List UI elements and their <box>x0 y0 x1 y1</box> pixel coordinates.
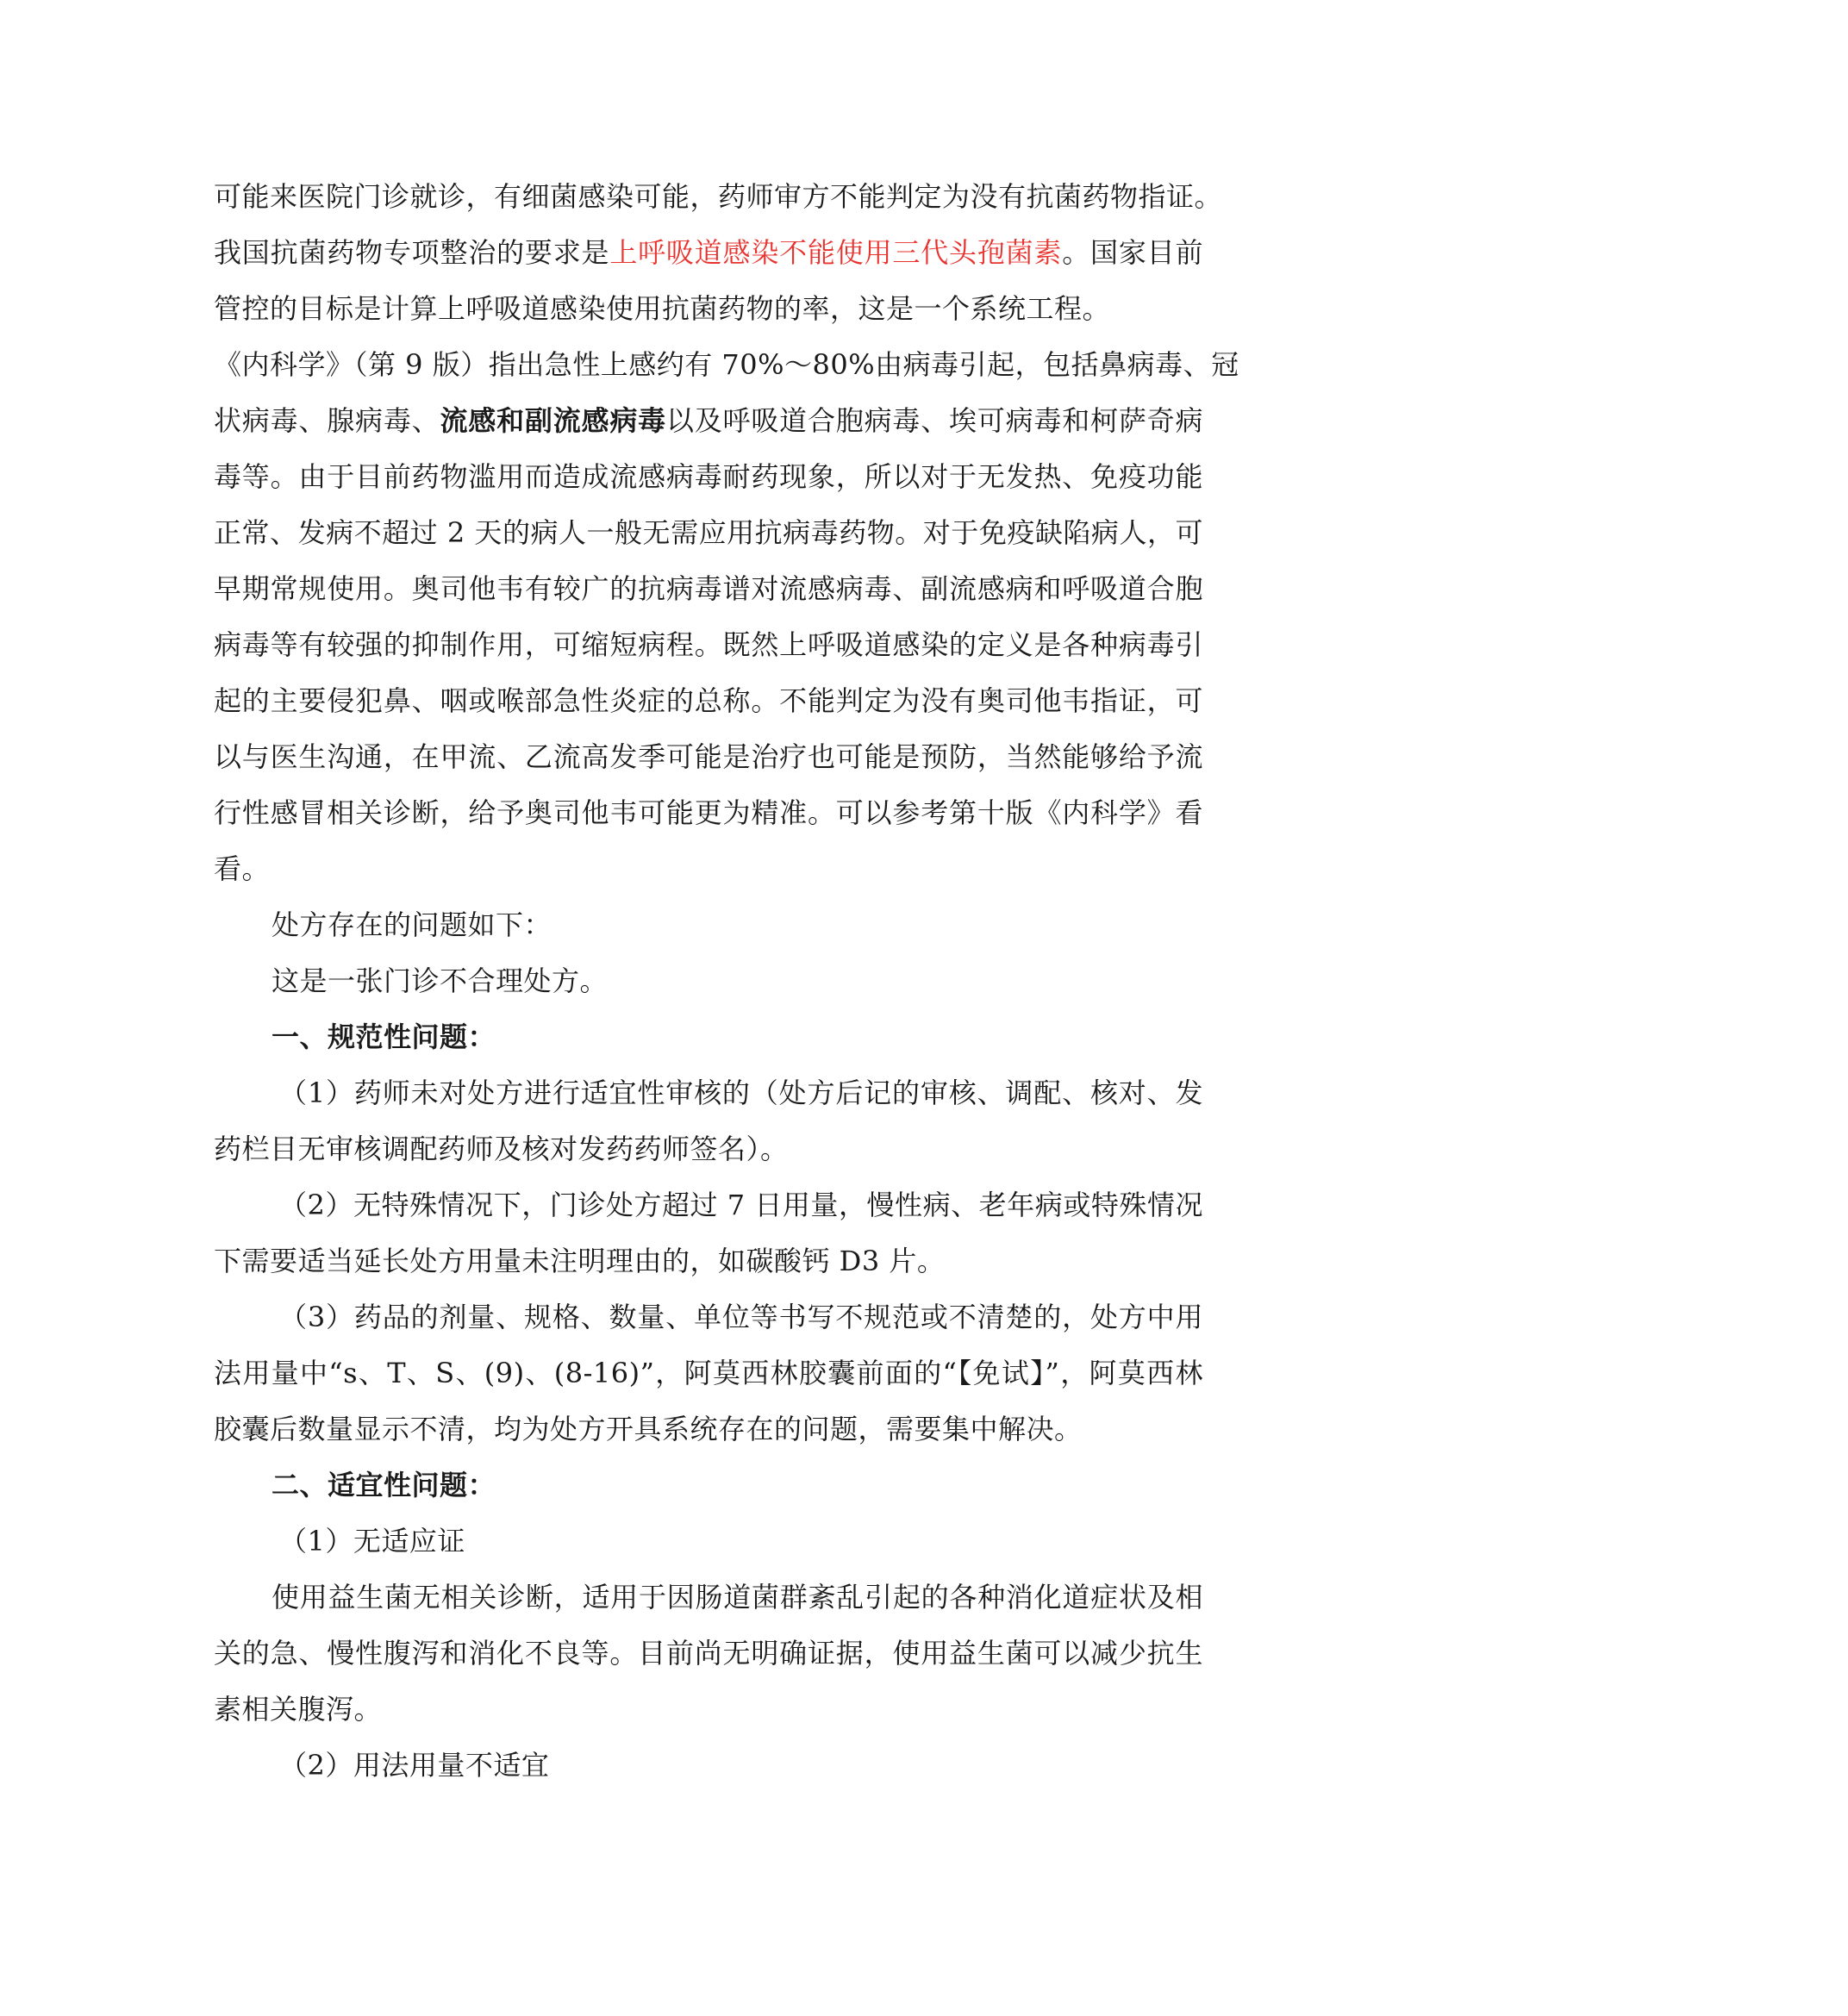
body-text-line: 关的急、慢性腹泻和消化不良等。目前尚无明确证据，使用益生菌可以减少抗生 <box>214 1637 1203 1670</box>
body-text-line: 素相关腹泻。 <box>214 1693 383 1726</box>
body-text: 以及呼吸道合胞病毒、埃可病毒和柯萨奇病 <box>665 404 1203 437</box>
body-text-line: 管控的目标是计算上呼吸道感染使用抗菌药物的率，这是一个系统工程。 <box>214 292 1111 325</box>
body-text: 状病毒、腺病毒、 <box>214 404 440 437</box>
verdict-text: 这是一张门诊不合理处方。 <box>272 964 609 997</box>
body-text: 我国抗菌药物专项整治的要求是 <box>214 236 610 269</box>
body-text-line: 以与医生沟通，在甲流、乙流高发季可能是治疗也可能是预防，当然能够给予流 <box>214 740 1203 773</box>
list-item-line: 下需要适当延长处方用量未注明理由的，如碳酸钙 D3 片。 <box>214 1245 946 1277</box>
section-heading: 二、适宜性问题： <box>272 1469 496 1501</box>
body-text-line: 《内科学》（第 9 版）指出急性上感约有 70%～80%由病毒引起，包括鼻病毒、冠 <box>214 348 1239 381</box>
body-text-line: 毒等。由于目前药物滥用而造成流感病毒耐药现象，所以对于无发热、免疫功能 <box>214 460 1203 493</box>
body-text-line: 行性感冒相关诊断，给予奥司他韦可能更为精准。可以参考第十版《内科学》看 <box>214 796 1203 829</box>
section-heading: 一、规范性问题： <box>272 1020 496 1053</box>
bold-text: 流感和副流感病毒 <box>440 404 666 437</box>
list-item-line: （3）药品的剂量、规格、数量、单位等书写不规范或不清楚的，处方中用 <box>279 1301 1203 1333</box>
problems-intro: 处方存在的问题如下： <box>272 908 553 941</box>
list-item-line: （2）无特殊情况下，门诊处方超过 7 日用量，慢性病、老年病或特殊情况 <box>279 1189 1203 1221</box>
body-text-line: 看。 <box>214 852 271 885</box>
body-text-line <box>214 393 1203 449</box>
body-text-line: 正常、发病不超过 2 天的病人一般无需应用抗病毒药物。对于免疫缺陷病人，可 <box>214 516 1203 549</box>
body-text: 。国家目前 <box>1062 236 1203 269</box>
list-item-line: 法用量中“s、T、S、(9)、(8-16)”，阿莫西林胶囊前面的“【免试】”，阿莫西林 <box>214 1357 1203 1389</box>
subsection-title: （1）无适应证 <box>279 1525 465 1557</box>
body-text-line: 起的主要侵犯鼻、咽或喉部急性炎症的总称。不能判定为没有奥司他韦指证，可 <box>214 684 1203 717</box>
body-text-line: 早期常规使用。奥司他韦有较广的抗病毒谱对流感病毒、副流感病和呼吸道合胞 <box>214 572 1203 605</box>
list-item-line: （1）药师未对处方进行适宜性审核的（处方后记的审核、调配、核对、发 <box>279 1077 1203 1109</box>
body-text-line: 病毒等有较强的抑制作用，可缩短病程。既然上呼吸道感染的定义是各种病毒引 <box>214 628 1203 661</box>
list-item-line: 胶囊后数量显示不清，均为处方开具系统存在的问题，需要集中解决。 <box>214 1413 1083 1445</box>
body-text-line <box>214 225 1203 281</box>
list-item-line: 药栏目无审核调配药师及核对发药药师签名）。 <box>214 1133 789 1165</box>
subsection-title: （2）用法用量不适宜 <box>279 1749 550 1782</box>
body-text-line: 可能来医院门诊就诊，有细菌感染可能，药师审方不能判定为没有抗菌药物指证。 <box>214 180 1223 213</box>
body-text-line: 使用益生菌无相关诊断，适用于因肠道菌群紊乱引起的各种消化道症状及相 <box>272 1581 1203 1613</box>
document-page <box>214 169 1239 1794</box>
highlighted-text-red: 上呼吸道感染不能使用三代头孢菌素 <box>609 236 1063 269</box>
